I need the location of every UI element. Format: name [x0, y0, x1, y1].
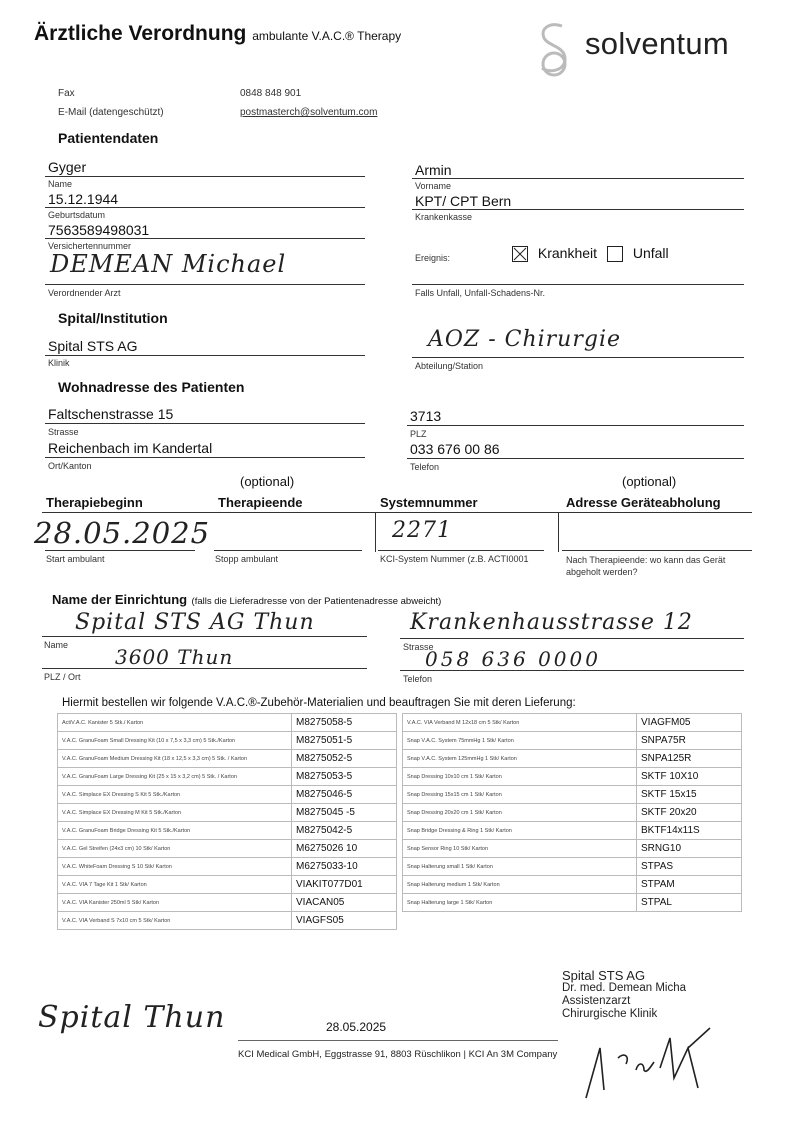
product-code: STPAS	[637, 858, 742, 876]
product-name: Snap Dressing 20x20 cm 1 Stk/ Karton	[403, 804, 637, 822]
klinik-label: Klinik	[48, 358, 70, 368]
product-row-left	[58, 822, 397, 840]
product-code: STPAM	[637, 876, 742, 894]
systemnummer-value: 2271	[392, 518, 452, 543]
fax-value: 0848 848 901	[240, 88, 302, 99]
product-name: V.A.C. GranuFoam Medium Dressing Kit (18 x 12,5 x 3,3 cm) 5 Stk. / Karton	[58, 750, 292, 768]
product-code: SRNG10	[637, 840, 742, 858]
ort-label: Ort/Kanton	[48, 461, 92, 471]
einrichtung-plzort-label: PLZ / Ort	[44, 672, 81, 682]
product-code: M8275045 -5	[292, 804, 397, 822]
plz-label: PLZ	[410, 429, 427, 439]
einrichtung-name-label: Name	[44, 640, 69, 650]
product-code: VIAKIT077D01	[292, 876, 397, 894]
product-code: M8275058-5	[292, 714, 397, 732]
kci-system-label: KCI-System Nummer (z.B. ACTI0001	[380, 554, 529, 564]
product-code: VIACAN05	[292, 894, 397, 912]
therapiebeginn-head: Therapiebeginn	[46, 495, 143, 510]
product-code: M8275046-5	[292, 786, 397, 804]
product-row-right	[403, 804, 742, 822]
versichertennummer-value: 7563589498031	[48, 222, 150, 238]
product-code: STPAL	[637, 894, 742, 912]
hospital-stamp	[562, 969, 686, 1021]
title-subtitle: ambulante V.A.C.® Therapy	[252, 29, 402, 43]
product-code: SKTF 15x15	[637, 786, 742, 804]
product-row-right	[403, 894, 742, 912]
name-value: Gyger	[48, 159, 87, 175]
verordnender-arzt-value: DEMEAN Michael	[50, 250, 287, 278]
product-row-right	[403, 768, 742, 786]
geburtsdatum-value: 15.12.1944	[48, 191, 119, 207]
einrichtung-plzort-value: 3600 Thun	[115, 645, 234, 669]
product-row-left	[58, 714, 397, 732]
product-code: M6275026 10	[292, 840, 397, 858]
product-code: BKTF14x11S	[637, 822, 742, 840]
product-code: VIAGFM05	[637, 714, 742, 732]
product-row-right	[403, 876, 742, 894]
product-name: Snap Halterung medium 1 Stk/ Karton	[403, 876, 637, 894]
product-code: M8275042-5	[292, 822, 397, 840]
krankenkasse-label: Krankenkasse	[415, 212, 473, 222]
plz-value: 3713	[410, 408, 442, 424]
product-code: M8275053-5	[292, 768, 397, 786]
product-row-left	[58, 750, 397, 768]
product-name: Snap Sensor Ring 10 Stk/ Karton	[403, 840, 637, 858]
email-link[interactable]: postmasterch@solventum.com	[240, 107, 378, 118]
product-code: SNPA125R	[637, 750, 742, 768]
therapieende-head: Therapieende	[218, 495, 303, 510]
product-code: M8275052-5	[292, 750, 397, 768]
product-name: V.A.C. VIA Kanister 250ml 5 Stk/ Karton	[58, 894, 292, 912]
title-main: Ärztliche Verordnung	[34, 22, 247, 45]
abteilung-value: AOZ - Chirurgie	[428, 327, 622, 352]
strasse-label: Strasse	[48, 427, 79, 437]
einrichtung-header	[52, 591, 441, 609]
product-row-left	[58, 804, 397, 822]
email-label: E-Mail (datengeschützt)	[58, 107, 164, 118]
product-row-right	[403, 732, 742, 750]
stamp-line-4: Chirurgische Klinik	[562, 1008, 658, 1020]
product-name: Snap Dressing 15x15 cm 1 Stk/ Karton	[403, 786, 637, 804]
unfall-checkbox[interactable]	[607, 246, 623, 262]
product-name: V.A.C. GranuFoam Bridge Dressing Kit 5 Stk./Karton	[58, 822, 292, 840]
telefon-value: 033 676 00 86	[410, 441, 500, 457]
krankheit-label: Krankheit	[537, 245, 598, 261]
product-name: V.A.C. VIA Verband M 12x18 cm 5 Stk/ Karton	[403, 714, 637, 732]
section-patientendaten: Patientendaten	[58, 130, 159, 146]
product-row-left	[58, 840, 397, 858]
einrichtung-head: Name der Einrichtung	[52, 592, 188, 607]
telefon-label: Telefon	[410, 462, 440, 472]
products-table-right	[402, 713, 742, 912]
abteilung-label: Abteilung/Station	[415, 361, 484, 371]
einrichtung-telefon-value: 058 636 0000	[425, 647, 601, 671]
product-name: V.A.C. GranuFoam Large Dressing Kit (25 x 15 x 3,2 cm) 5 Stk. / Karton	[58, 768, 292, 786]
einrichtung-strasse-label: Strasse	[403, 642, 434, 652]
product-row-left	[58, 732, 397, 750]
versichertennummer-label: Versichertennummer	[48, 241, 132, 251]
krankenkasse-value: KPT/ CPT Bern	[415, 193, 512, 209]
product-row-right	[403, 858, 742, 876]
start-ambulant-label: Start ambulant	[46, 554, 105, 564]
unfall-schadens-label: Falls Unfall, Unfall-Schadens-Nr.	[415, 288, 546, 298]
klinik-value: Spital STS AG	[48, 338, 138, 354]
section-wohnadresse: Wohnadresse des Patienten	[58, 379, 245, 395]
geraeteabholung-head: Adresse Geräteabholung	[566, 495, 721, 510]
product-name: V.A.C. VIA 7 Tage Kit 1 Stk/ Karton	[58, 876, 292, 894]
systemnummer-head: Systemnummer	[380, 495, 478, 510]
name-label: Name	[48, 179, 73, 189]
footer-company: KCI Medical GmbH, Eggstrasse 91, 8803 Rüschlikon | KCI An 3M Company	[238, 1049, 558, 1060]
strasse-value: Faltschenstrasse 15	[48, 406, 174, 422]
abholung-label: Nach Therapieende: wo kann das Gerät abgeholt werden?	[566, 555, 726, 577]
product-code: M8275051-5	[292, 732, 397, 750]
vorname-label: Vorname	[415, 181, 452, 191]
geburtsdatum-label: Geburtsdatum	[48, 210, 106, 220]
product-name: Snap Halterung small 1 Stk/ Karton	[403, 858, 637, 876]
vorname-value: Armin	[415, 162, 452, 178]
product-name: V.A.C. GranuFoam Small Dressing Kit (10 x 7,5 x 3,3 cm) 5 Stk./Karton	[58, 732, 292, 750]
product-code: M6275033-10	[292, 858, 397, 876]
product-name: V.A.C. WhiteFoam Dressing S 10 Stk/ Karton	[58, 858, 292, 876]
product-name: Snap Dressing 10x10 cm 1 Stk/ Karton	[403, 768, 637, 786]
unfall-label: Unfall	[632, 245, 669, 261]
order-intro: Hiermit bestellen wir folgende V.A.C.®-Zubehör-Materialien und beauftragen Sie mit deren Lieferung:	[62, 697, 576, 709]
ort-value: Reichenbach im Kandertal	[48, 440, 213, 456]
optional-note-ende: (optional)	[240, 474, 295, 489]
product-name: Snap Bridge Dressing & Ring 1 Stk/ Karton	[403, 822, 637, 840]
einrichtung-name-value: Spital STS AG Thun	[75, 610, 315, 635]
product-row-right	[403, 714, 742, 732]
product-name: V.A.C. Simplace EX Dressing M Kit 5 Stk./Karton	[58, 804, 292, 822]
product-row-left	[58, 786, 397, 804]
product-row-right	[403, 786, 742, 804]
products-table-left	[57, 713, 397, 930]
product-row-left	[58, 894, 397, 912]
stamp-line-3: Assistenzarzt	[562, 995, 631, 1007]
product-name: Snap V.A.C. System 125mmHg 1 Stk/ Karton	[403, 750, 637, 768]
product-row-right	[403, 840, 742, 858]
product-row-left	[58, 876, 397, 894]
ereignis-label: Ereignis:	[415, 253, 451, 263]
product-row-right	[403, 750, 742, 768]
einrichtung-telefon-label: Telefon	[403, 674, 433, 684]
optional-note-abholung: (optional)	[622, 474, 677, 489]
ereignis-options	[512, 245, 669, 262]
solventum-logo-icon	[534, 20, 574, 83]
signature-date: 28.05.2025	[326, 1020, 387, 1034]
fax-label: Fax	[58, 88, 75, 99]
product-row-left	[58, 858, 397, 876]
product-name: V.A.C. VIA Verband S 7x10 cm 5 Stk/ Karton	[58, 912, 292, 930]
product-name: Snap Halterung large 1 Stk/ Karton	[403, 894, 637, 912]
section-spital: Spital/Institution	[58, 310, 168, 326]
verordnender-arzt-label: Verordnender Arzt	[48, 288, 121, 298]
therapiebeginn-value: 28.05.2025	[34, 516, 211, 550]
form-title	[34, 22, 401, 46]
stopp-ambulant-label: Stopp ambulant	[215, 554, 279, 564]
brand-name: solventum	[585, 26, 729, 61]
product-name: V.A.C. Gel Streifen (24x3 cm) 10 Stk/ Karton	[58, 840, 292, 858]
krankheit-checkbox[interactable]	[512, 246, 528, 262]
product-row-left	[58, 768, 397, 786]
product-code: SKTF 20x20	[637, 804, 742, 822]
product-name: V.A.C. Simplace EX Dressing S Kit 5 Stk./Karton	[58, 786, 292, 804]
product-row-right	[403, 822, 742, 840]
doctor-signature-icon	[578, 1018, 718, 1113]
product-code: SNPA75R	[637, 732, 742, 750]
stamp-line-2: Dr. med. Demean Micha	[562, 982, 686, 994]
product-name: ActiV.A.C. Kanister 5 Stk./ Karton	[58, 714, 292, 732]
signature-ort: Spital Thun	[38, 1000, 226, 1035]
stamp-line-1: Spital STS AG	[562, 968, 646, 983]
product-code: SKTF 10X10	[637, 768, 742, 786]
einrichtung-strasse-value: Krankenhausstrasse 12	[410, 610, 693, 635]
einrichtung-note: (falls die Lieferadresse von der Patientenadresse abweicht)	[191, 596, 442, 607]
product-row-left	[58, 912, 397, 930]
product-code: VIAGFS05	[292, 912, 397, 930]
product-name: Snap V.A.C. System 75mmHg 1 Stk/ Karton	[403, 732, 637, 750]
